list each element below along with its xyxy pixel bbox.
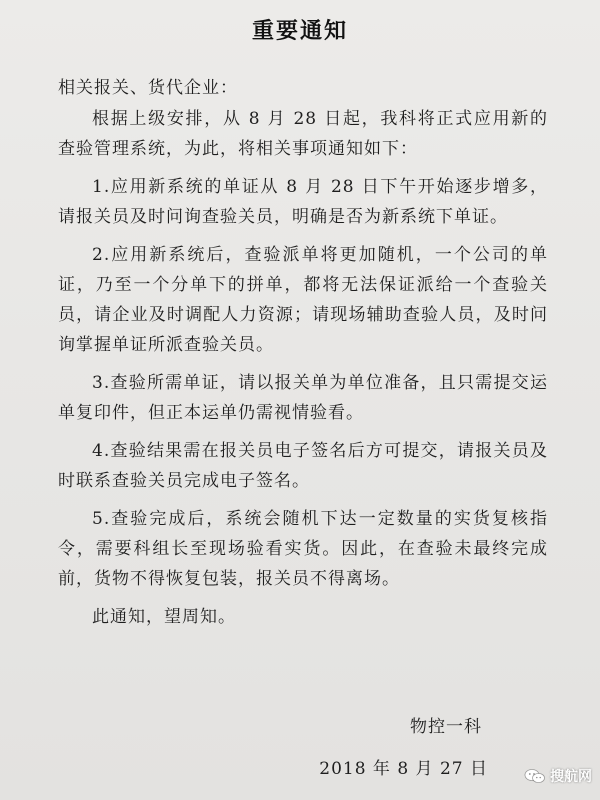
document-body bbox=[58, 104, 548, 640]
paragraph-item-1: 1.应用新系统的单证从 8 月 28 日下午开始逐步增多，请报关员及时问询查验关员，明确是否为新系统下单证。 bbox=[58, 177, 548, 227]
paragraph-item-3: 3.查验所需单证，请以报关单为单位准备，且只需提交运单复印件，但正本运单仍需视情验看。 bbox=[58, 373, 548, 423]
paragraph-intro: 根据上级安排，从 8 月 28 日起，我科将正式应用新的查验管理系统，为此，将相关事项通知如下： bbox=[58, 109, 548, 159]
document-date: 2018 年 8 月 27 日 bbox=[319, 759, 488, 779]
paragraph-item-2: 2.应用新系统后，查验派单将更加随机，一个公司的单证，乃至一个分单下的拼单，都将无法保证派给一个查验关员，请企业及时调配人力资源；请现场辅助查验人员，及时问询掌握单证所派查验关员。 bbox=[58, 245, 548, 355]
paragraph-closing: 此通知，望周知。 bbox=[92, 607, 236, 627]
wechat-icon bbox=[524, 768, 546, 784]
watermark bbox=[524, 766, 592, 786]
document-title: 重要通知 bbox=[251, 18, 348, 44]
salutation: 相关报关、货代企业： bbox=[58, 78, 238, 98]
watermark-text: 搜航网 bbox=[550, 769, 592, 785]
signature-department: 物控一科 bbox=[410, 717, 482, 737]
paragraph-item-4: 4.查验结果需在报关员电子签名后方可提交，请报关员及时联系查验关员完成电子签名。 bbox=[58, 441, 548, 491]
paragraph-item-5: 5.查验完成后，系统会随机下达一定数量的实货复核指令，需要科组长至现场验看实货。因此，在查验未最终完成前，货物不得恢复包装，报关员不得离场。 bbox=[58, 509, 548, 589]
